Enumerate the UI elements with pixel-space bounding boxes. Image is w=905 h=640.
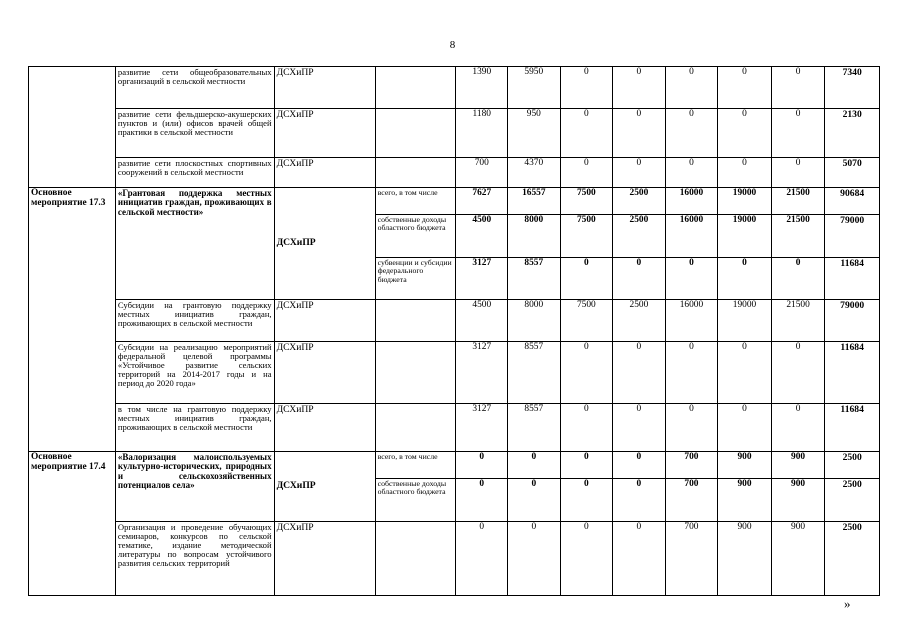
value-cell: 0	[718, 109, 772, 158]
value-cell: 0	[665, 342, 718, 404]
total-cell: 11684	[825, 258, 880, 300]
value-cell: 0	[718, 158, 772, 188]
total-cell: 2500	[825, 479, 880, 522]
table-row	[29, 109, 880, 158]
measure-description: в том числе на грантовую поддержку местных инициатив граждан, проживающих в сельской местности	[115, 404, 274, 452]
value-cell: 0	[456, 452, 508, 479]
main-measure-cell	[29, 67, 116, 188]
value-cell: 900	[771, 452, 825, 479]
value-cell: 0	[771, 67, 825, 109]
funding-source-cell	[375, 158, 456, 188]
value-cell: 3127	[456, 404, 508, 452]
value-cell: 0	[560, 479, 613, 522]
measure-description: развитие сети плоскостных спортивных сооружений в сельской местности	[115, 158, 274, 188]
value-cell: 0	[613, 342, 666, 404]
value-cell: 8000	[508, 215, 561, 258]
value-cell: 0	[718, 404, 772, 452]
funding-source-cell: субвенции и субсидии федерального бюджета	[375, 258, 456, 300]
value-cell: 19000	[718, 215, 772, 258]
value-cell: 700	[665, 479, 718, 522]
funding-source-cell: всего, в том числе	[375, 188, 456, 215]
value-cell: 0	[508, 522, 561, 596]
table-row	[29, 67, 880, 109]
value-cell: 16000	[665, 300, 718, 342]
value-cell: 900	[718, 452, 772, 479]
value-cell: 2500	[613, 300, 666, 342]
funding-source-cell: собственные доходы областного бюджета	[375, 215, 456, 258]
value-cell: 0	[508, 452, 561, 479]
executor-cell: ДСХиПР	[274, 67, 375, 109]
value-cell: 0	[665, 258, 718, 300]
value-cell: 0	[771, 404, 825, 452]
value-cell: 0	[508, 479, 561, 522]
budget-table	[28, 66, 880, 596]
value-cell: 0	[665, 404, 718, 452]
executor-cell: ДСХиПР	[274, 158, 375, 188]
value-cell: 3127	[456, 342, 508, 404]
value-cell: 4500	[456, 215, 508, 258]
funding-source-cell	[375, 109, 456, 158]
value-cell: 7500	[560, 300, 613, 342]
closing-quote: »	[844, 596, 851, 611]
value-cell: 0	[613, 67, 666, 109]
table-row	[29, 342, 880, 404]
value-cell: 16000	[665, 188, 718, 215]
value-cell: 0	[771, 109, 825, 158]
value-cell: 16000	[665, 215, 718, 258]
value-cell: 700	[456, 158, 508, 188]
table-row	[29, 188, 880, 215]
value-cell: 1390	[456, 67, 508, 109]
value-cell: 0	[718, 258, 772, 300]
value-cell: 21500	[771, 215, 825, 258]
executor-cell: ДСХиПР	[274, 452, 375, 522]
value-cell: 0	[560, 158, 613, 188]
value-cell: 700	[665, 452, 718, 479]
value-cell: 5950	[508, 67, 561, 109]
funding-source-cell: собственные доходы областного бюджета	[375, 479, 456, 522]
value-cell: 700	[665, 522, 718, 596]
value-cell: 4500	[456, 300, 508, 342]
value-cell: 0	[665, 67, 718, 109]
funding-source-cell	[375, 522, 456, 596]
measure-description: Субсидии на реализацию мероприятий федеральной целевой программы «Устойчивое развитие сельских территорий на 2014-2017 годы и на период до 2020 года»	[115, 342, 274, 404]
table-row	[29, 404, 880, 452]
total-cell: 2500	[825, 452, 880, 479]
table-row	[29, 300, 880, 342]
total-cell: 2500	[825, 522, 880, 596]
value-cell: 19000	[718, 300, 772, 342]
value-cell: 21500	[771, 188, 825, 215]
value-cell: 0	[718, 67, 772, 109]
measure-description: развитие сети фельдшерско-акушерских пунктов и (или) офисов врачей общей практики в сельской местности	[115, 109, 274, 158]
value-cell: 0	[456, 479, 508, 522]
value-cell: 0	[718, 342, 772, 404]
total-cell: 7340	[825, 67, 880, 109]
value-cell: 0	[560, 67, 613, 109]
total-cell: 5070	[825, 158, 880, 188]
value-cell: 0	[560, 109, 613, 158]
executor-cell: ДСХиПР	[274, 300, 375, 342]
value-cell: 0	[613, 258, 666, 300]
measure-description: «Грантовая поддержка местных инициатив граждан, проживающих в сельской местности»	[115, 188, 274, 300]
value-cell: 0	[613, 452, 666, 479]
measure-description: Субсидии на грантовую поддержку местных инициатив граждан, проживающих в сельской местности	[115, 300, 274, 342]
total-cell: 79000	[825, 300, 880, 342]
value-cell: 0	[613, 479, 666, 522]
total-cell: 79000	[825, 215, 880, 258]
value-cell: 4370	[508, 158, 561, 188]
value-cell: 2500	[613, 188, 666, 215]
total-cell: 11684	[825, 404, 880, 452]
executor-cell: ДСХиПР	[274, 342, 375, 404]
table-row	[29, 452, 880, 479]
table-row	[29, 158, 880, 188]
value-cell: 1180	[456, 109, 508, 158]
value-cell: 8557	[508, 342, 561, 404]
value-cell: 0	[613, 158, 666, 188]
value-cell: 0	[613, 109, 666, 158]
page-number: 8	[449, 39, 456, 51]
value-cell: 19000	[718, 188, 772, 215]
value-cell: 0	[456, 522, 508, 596]
total-cell: 90684	[825, 188, 880, 215]
executor-cell: ДСХиПР	[274, 188, 375, 300]
funding-source-cell	[375, 342, 456, 404]
value-cell: 0	[771, 158, 825, 188]
measure-description: «Валоризация малоиспользуемых культурно-исторических, природных и сельскохозяйственных потенциалов села»	[115, 452, 274, 522]
value-cell: 900	[771, 479, 825, 522]
measure-description: Организация и проведение обучающих семинаров, конкурсов по сельской тематике, издание методической литературы по вопросам устойчивого развития сельских территорий	[115, 522, 274, 596]
funding-source-cell	[375, 404, 456, 452]
funding-source-cell	[375, 67, 456, 109]
value-cell: 16557	[508, 188, 561, 215]
value-cell: 0	[560, 452, 613, 479]
value-cell: 900	[718, 479, 772, 522]
value-cell: 0	[560, 342, 613, 404]
value-cell: 0	[613, 522, 666, 596]
value-cell: 0	[771, 258, 825, 300]
value-cell: 8557	[508, 404, 561, 452]
value-cell: 0	[665, 158, 718, 188]
value-cell: 0	[613, 404, 666, 452]
executor-cell: ДСХиПР	[274, 404, 375, 452]
value-cell: 0	[560, 404, 613, 452]
total-cell: 2130	[825, 109, 880, 158]
value-cell: 8000	[508, 300, 561, 342]
main-measure-cell: Основное мероприятие 17.3	[29, 188, 116, 452]
funding-source-cell: всего, в том числе	[375, 452, 456, 479]
measure-description: развитие сети общеобразовательных организаций в сельской местности	[115, 67, 274, 109]
value-cell: 0	[771, 342, 825, 404]
total-cell: 11684	[825, 342, 880, 404]
value-cell: 21500	[771, 300, 825, 342]
value-cell: 7500	[560, 188, 613, 215]
value-cell: 900	[771, 522, 825, 596]
table-row	[29, 522, 880, 596]
value-cell: 2500	[613, 215, 666, 258]
value-cell: 7500	[560, 215, 613, 258]
funding-source-cell	[375, 300, 456, 342]
main-measure-cell: Основное мероприятие 17.4	[29, 452, 116, 596]
value-cell: 0	[665, 109, 718, 158]
executor-cell: ДСХиПР	[274, 522, 375, 596]
value-cell: 0	[560, 258, 613, 300]
value-cell: 8557	[508, 258, 561, 300]
value-cell: 900	[718, 522, 772, 596]
executor-cell: ДСХиПР	[274, 109, 375, 158]
value-cell: 3127	[456, 258, 508, 300]
value-cell: 0	[560, 522, 613, 596]
value-cell: 7627	[456, 188, 508, 215]
value-cell: 950	[508, 109, 561, 158]
